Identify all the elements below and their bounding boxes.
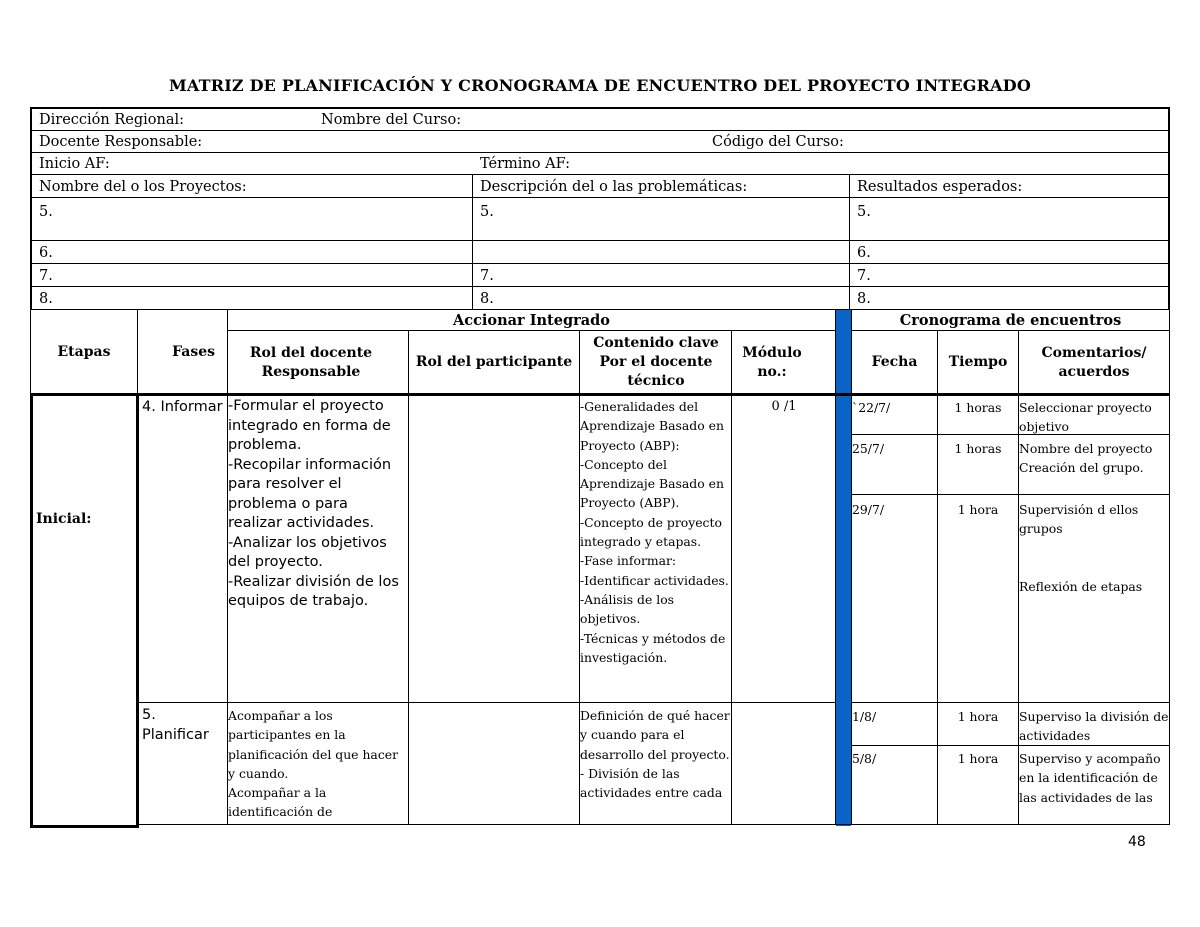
docente-responsable-label: Docente Responsable: <box>39 134 203 150</box>
phase-5-comentario: Superviso y acompaño en la identificación de las actividades de las <box>1019 751 1161 805</box>
phase-4-tiempo: 1 horas <box>954 441 1002 456</box>
termino-af-label: Término AF: <box>480 156 571 172</box>
phase-4-fecha: 25/7/ <box>852 441 884 456</box>
projects-header: Nombre del o los Proyectos: <box>39 179 247 195</box>
phase-4-tiempo: 1 hora <box>957 502 999 517</box>
phase-4-fecha: 29/7/ <box>852 502 884 517</box>
cronograma-header: Cronograma de encuentros <box>899 312 1122 329</box>
phase-4-comentario: Seleccionar proyecto objetivo <box>1019 400 1152 435</box>
rol-docente-header: Rol del docente Responsable <box>249 344 373 380</box>
phase-4-comentario: Supervisión d ellos grupos Reflexión de etapas <box>1019 502 1143 595</box>
phase-4-comentario: Nombre del proyecto Creación del grupo. <box>1019 441 1153 476</box>
phase-5-comentario: Superviso la división de actividades <box>1019 709 1169 744</box>
tiempo-header: Tiempo <box>948 354 1008 370</box>
phase-4-contenido: -Generalidades del Aprendizaje Basado en Proyecto (ABP): -Concepto del Aprendizaje Basado en Proyecto (ABP). -Concepto de proyecto integrado y etapas. -Fase informar: -Identificar actividades. -Análisis de los objetivos. -Técnicas y métodos de investigación. <box>580 399 729 665</box>
nombre-curso-label: Nombre del Curso: <box>321 112 462 128</box>
modulo-header: Módulo no.: <box>742 344 802 380</box>
phase-5-contenido: Definición de qué hacer y cuando para el desarrollo del proyecto. - División de las actividades entre cada <box>580 708 730 801</box>
phase-5-rol-docente: Acompañar a los participantes en la planificación del que hacer y cuando. Acompañar a la identificación de <box>228 708 399 820</box>
phase-4-modulo: 0 /1 <box>771 399 797 414</box>
result-cell: 8. <box>857 291 871 307</box>
phase-5-fecha: 1/8/ <box>852 709 877 724</box>
page-number: 48 <box>1128 834 1146 850</box>
document-title: MATRIZ DE PLANIFICACIÓN Y CRONOGRAMA DE ENCUENTRO DEL PROYECTO INTEGRADO <box>169 76 1031 95</box>
phase-5-label: 5. Planificar <box>142 707 209 743</box>
phase-5-tiempo: 1 hora <box>957 709 999 724</box>
etapas-header: Etapas <box>57 343 111 360</box>
problems-header: Descripción del o las problemáticas: <box>480 179 748 195</box>
phase-5-fecha: 5/8/ <box>852 751 877 766</box>
fecha-header: Fecha <box>871 354 918 370</box>
fases-header: Fases <box>172 343 215 360</box>
codigo-curso-label: Código del Curso: <box>712 134 844 150</box>
contenido-header: Contenido clave Por el docente técnico <box>593 335 719 389</box>
project-cell: 8. <box>39 291 53 307</box>
rol-participante-header: Rol del participante <box>415 354 573 370</box>
etapa-inicial: Inicial: <box>36 511 92 527</box>
comentarios-header: Comentarios/ acuerdos <box>1041 344 1147 380</box>
phase-4-label: 4. Informar <box>142 399 223 415</box>
project-cell: 7. <box>39 268 53 284</box>
phase-4-rol-docente: -Formular el proyecto integrado en forma de problema. -Recopilar información para resolver el problema o para realizar actividades. -Analizar los objetivos del proyecto. -Realizar división de los equipos de trabajo. <box>228 398 399 609</box>
result-cell: 7. <box>857 268 871 284</box>
project-cell: 6. <box>39 245 53 261</box>
phase-5-tiempo: 1 hora <box>957 751 999 766</box>
problem-cell: 8. <box>480 291 494 307</box>
accionar-header: Accionar Integrado <box>453 312 610 329</box>
result-cell: 5. <box>857 204 871 220</box>
problem-cell: 5. <box>480 204 494 220</box>
project-cell: 5. <box>39 204 53 220</box>
direccion-regional-label: Dirección Regional: <box>39 112 184 128</box>
phase-4-tiempo: 1 horas <box>954 400 1002 415</box>
results-header: Resultados esperados: <box>857 179 1023 195</box>
inicio-af-label: Inicio AF: <box>39 156 110 172</box>
blue-divider-band <box>836 310 851 826</box>
result-cell: 6. <box>857 245 871 261</box>
problem-cell: 7. <box>480 268 494 284</box>
phase-4-fecha: `22/7/ <box>852 400 891 415</box>
